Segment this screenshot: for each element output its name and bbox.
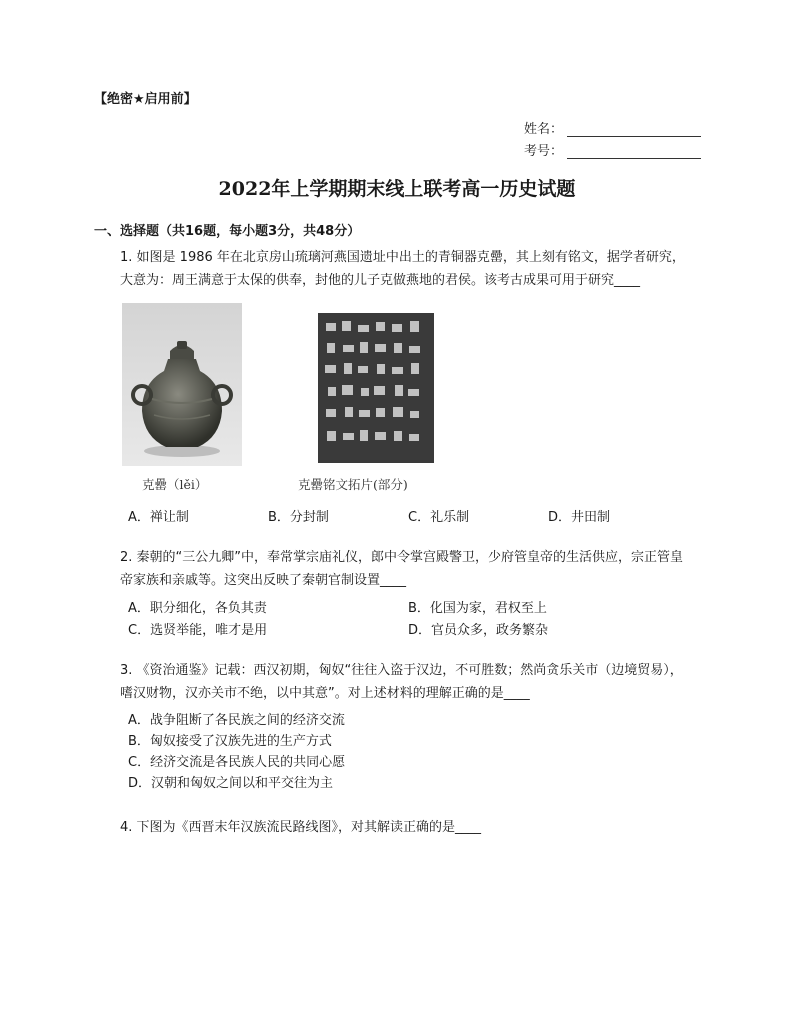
name-field xyxy=(524,118,701,137)
name-label: 姓名： xyxy=(524,122,564,137)
bronze-vessel-image xyxy=(122,303,242,466)
q3-option-c[interactable]: C．经济交流是各民族人民的共同心愿 xyxy=(128,755,346,770)
q1-option-d[interactable]: D．井田制 xyxy=(548,510,611,525)
question-2-line-1: 2. 秦朝的“三公九卿”中，奉常掌宗庙礼仪，郎中令掌宫殿警卫，少府管皇帝的生活供应，宗正管皇 xyxy=(120,550,684,565)
question-1-line-1: 1. 如图是 1986 年在北京房山琉璃河燕国遗址中出土的青铜器克罍，其上刻有铭文，据学者研究， xyxy=(120,250,685,265)
exam-number-blank[interactable] xyxy=(567,145,701,159)
bronze-vessel-caption: 克罍（lěi） xyxy=(142,477,208,492)
q1-option-b[interactable]: B．分封制 xyxy=(268,510,329,525)
section-heading: 一、选择题（共16题，每小题3分，共48分） xyxy=(94,224,361,239)
q1-option-c[interactable]: C．礼乐制 xyxy=(408,510,470,525)
exam-number-field xyxy=(524,140,701,159)
q2-option-a[interactable]: A．职分细化，各负其责 xyxy=(128,601,267,616)
q2-option-b[interactable]: B．化国为家，君权至上 xyxy=(408,601,547,616)
name-blank[interactable] xyxy=(567,123,701,137)
question-2-line-2: 帝家族和亲戚等。这突出反映了秦朝官制设置____ xyxy=(120,573,407,588)
q3-option-b[interactable]: B．匈奴接受了汉族先进的生产方式 xyxy=(128,734,332,749)
q3-option-a[interactable]: A．战争阻断了各民族之间的经济交流 xyxy=(128,713,345,728)
confidential-label: 【绝密★启用前】 xyxy=(94,92,197,107)
question-4-line-1: 4. 下图为《西晋末年汉族流民路线图》，对其解读正确的是____ xyxy=(120,820,482,835)
inscription-rubbing-image xyxy=(318,313,434,463)
q2-option-d[interactable]: D．官员众多，政务繁杂 xyxy=(408,623,549,638)
question-3-line-1: 3. 《资治通鉴》记载：西汉初期，匈奴“往往入盗于汉边，不可胜数；然尚贪乐关市（边境贸易）， xyxy=(120,663,683,678)
question-3-line-2: 嗜汉财物，汉亦关市不绝，以中其意”。对上述材料的理解正确的是____ xyxy=(120,686,530,701)
q3-option-d[interactable]: D．汉朝和匈奴之间以和平交往为主 xyxy=(128,776,334,791)
q1-option-a[interactable]: A．禅让制 xyxy=(128,510,189,525)
page-title: 2022年上学期期末线上联考高一历史试题 xyxy=(218,178,576,200)
exam-number-label: 考号： xyxy=(524,144,564,159)
question-1-line-2: 大意为：周王满意于太保的供奉，封他的儿子克做燕地的君侯。该考古成果可用于研究____ xyxy=(120,273,641,288)
q2-option-c[interactable]: C．选贤举能，唯才是用 xyxy=(128,623,268,638)
inscription-rubbing-caption: 克罍铭文拓片(部分) xyxy=(298,477,408,492)
